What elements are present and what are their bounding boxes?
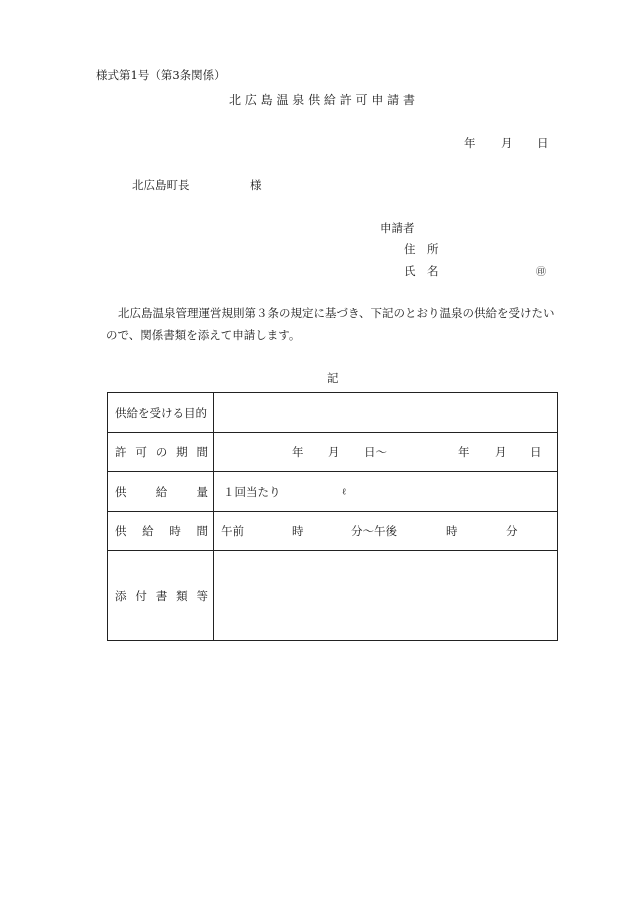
document-title: 北 広 島 温 泉 供 給 許 可 申 請 書 [229,93,415,107]
period-day-end: 日 [530,445,542,459]
application-table [107,392,558,641]
time-label-cell [108,512,214,551]
row-purpose [108,393,558,433]
form-number: 様式第1号（第3条関係） [96,68,226,82]
period-month-start: 月 [328,445,340,459]
period-label-cell [108,433,214,472]
purpose-label-cell [108,393,214,433]
row-period [108,433,558,472]
date-year: 年 [464,136,476,150]
row-time [108,512,558,551]
time-hour-end: 時 [446,524,458,538]
row-attachments [108,551,558,641]
time-minute-end: 分 [506,524,518,538]
purpose-field[interactable] [214,393,558,433]
period-field[interactable] [214,433,558,472]
period-year-end: 年 [458,445,470,459]
body-text-line1: 北広島温泉管理運営規則第３条の規定に基づき、下記のとおり温泉の供給を受けたい [118,306,555,320]
period-month-end: 月 [495,445,507,459]
addressee-name: 北広島町長 [132,178,190,192]
body-text-line2: ので、関係書類を添えて申請します。 [106,328,301,342]
amount-label-cell [108,472,214,512]
period-day-start: 日～ [364,445,387,459]
ki-note-mark: 記 [327,371,339,385]
period-label: 許 可 の 期 間 [115,445,208,459]
amount-field[interactable] [214,472,558,512]
date-month: 月 [501,136,513,150]
time-am: 午前 [221,524,244,538]
addressee-honorific: 様 [250,178,262,192]
time-field[interactable] [214,512,558,551]
date-day: 日 [537,136,549,150]
row-amount [108,472,558,512]
purpose-label: 供給を受ける目的 [115,405,207,420]
time-label: 供 給 時 間 [115,524,208,538]
amount-unit: ℓ [342,487,347,497]
period-year-start: 年 [292,445,304,459]
attachments-label-cell [108,551,214,641]
applicant-name-label: 氏 名 [404,264,439,278]
attachments-field[interactable] [214,551,558,641]
applicant-heading: 申請者 [380,221,415,235]
amount-label: 供 給 量 [115,484,208,499]
time-hour-start: 時 [292,524,304,538]
amount-per-time: １回当たり [223,484,281,499]
attachments-label: 添 付 書 類 等 [115,588,208,603]
time-minute-pm: 分～午後 [351,524,397,538]
applicant-address-label: 住 所 [404,242,439,256]
seal-mark: ㊞ [536,267,546,278]
